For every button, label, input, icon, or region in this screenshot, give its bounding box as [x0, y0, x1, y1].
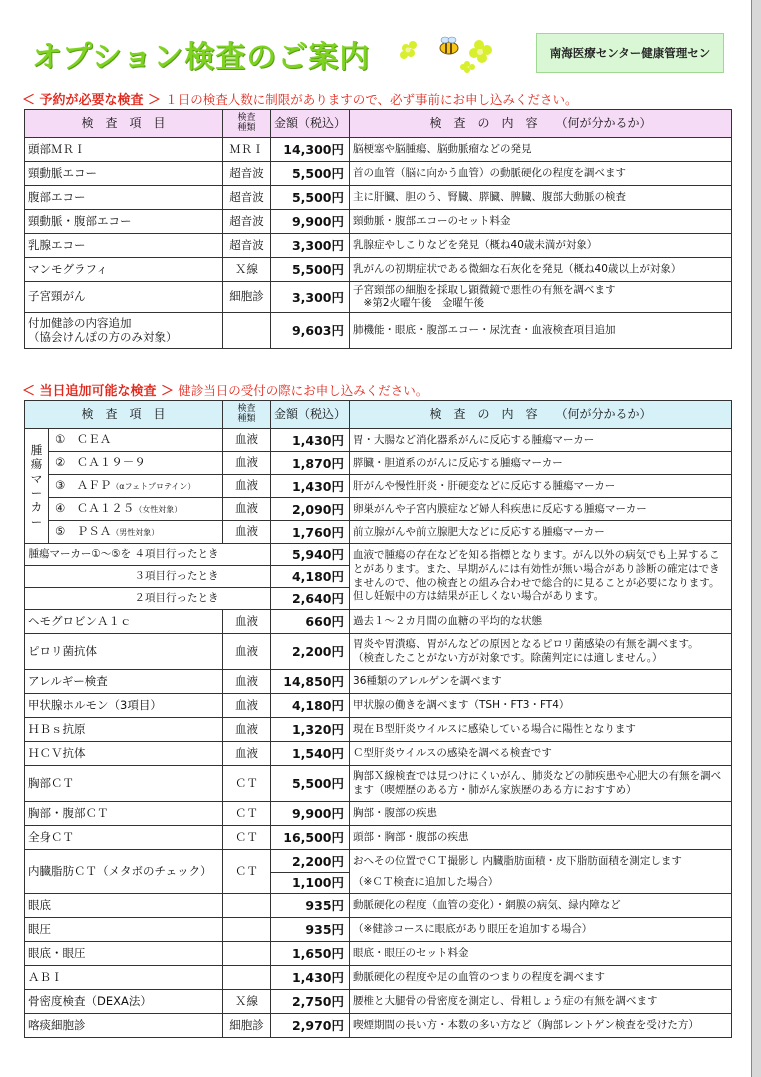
item-label: ④ ＣＡ１２５ — [55, 501, 135, 516]
test-type: 細胞診 — [223, 1014, 271, 1038]
description: 動脈硬化の程度（血管の変化）・網膜の病気、緑内障など — [350, 894, 732, 918]
item-name: アレルギー検査 — [25, 670, 223, 694]
combo-label: 腫瘍マーカー①～⑤を ４項目行ったとき — [25, 544, 223, 566]
description: 喫煙期間の長い方・本数の多い方など（胸部レントゲン検査を受けた方） — [350, 1014, 732, 1038]
flower-bee-decoration — [397, 34, 492, 74]
description: 36種類のアレルゲンを調べます — [350, 670, 732, 694]
table-row — [25, 258, 732, 282]
table-row — [25, 634, 732, 670]
item-name — [49, 498, 223, 521]
test-type — [223, 313, 271, 349]
test-type — [223, 966, 271, 990]
test-type: 血液 — [223, 742, 271, 766]
test-type: 超音波 — [223, 186, 271, 210]
test-type: Ｘ線 — [223, 990, 271, 1014]
price: 2,090円 — [271, 498, 350, 521]
table-row — [25, 234, 732, 258]
table-row — [25, 210, 732, 234]
price: 9,900円 — [271, 802, 350, 826]
description: 膵臓・胆道系のがんに反応する腫瘍マーカー — [350, 452, 732, 475]
item-name: 内臓脂肪ＣＴ（メタボのチェック） — [25, 850, 223, 894]
item-name — [49, 452, 223, 475]
empty-cell — [223, 566, 271, 588]
price: 1,430円 — [271, 429, 350, 452]
price: 2,640円 — [271, 588, 350, 610]
table-row — [25, 766, 732, 802]
item-name: 頸動脈・腹部エコー — [25, 210, 223, 234]
tumor-marker-row — [25, 498, 732, 521]
description: 乳がんの初期症状である微細な石灰化を発見（概ね40歳以上が対象） — [350, 258, 732, 282]
test-type — [223, 918, 271, 942]
test-type: ＭＲＩ — [223, 138, 271, 162]
reservation-tests-table — [24, 109, 732, 349]
price: 1,870円 — [271, 452, 350, 475]
table-header — [25, 401, 732, 429]
table-row — [25, 282, 732, 313]
item-label: ⑤ ＰＳＡ — [55, 524, 112, 539]
test-type: ＣＴ — [223, 766, 271, 802]
price: 1,540円 — [271, 742, 350, 766]
description: Ｃ型肝炎ウイルスの感染を調べる検査です — [350, 742, 732, 766]
tumor-marker-row — [25, 429, 732, 452]
item-note: （αフェトプロテイン） — [111, 482, 196, 492]
description: 脳梗塞や脳腫瘍、脳動脈瘤などの発見 — [350, 138, 732, 162]
item-name: 骨密度検査（DEXA法） — [25, 990, 223, 1014]
table-row — [25, 162, 732, 186]
table-row — [25, 918, 732, 942]
price: 1,320円 — [271, 718, 350, 742]
description: （※ＣＴ検査に追加した場合） — [353, 875, 499, 888]
item-name: 頸動脈エコー — [25, 162, 223, 186]
item-name — [49, 521, 223, 544]
description: 過去１～２カ月間の血糖の平均的な状態 — [350, 610, 732, 634]
price: 935円 — [271, 894, 350, 918]
header-desc: 検 査 の 内 容 （何が分かるか） — [350, 110, 732, 138]
item-name: 付加健診の内容追加 （協会けんぽの方のみ対象） — [25, 313, 223, 349]
test-type: 血液 — [223, 610, 271, 634]
price: 1,650円 — [271, 942, 350, 966]
table-row — [25, 1014, 732, 1038]
table-row — [25, 826, 732, 850]
section-note: １日の検査人数に制限がありますので、必ず事前にお申し込みください。 — [165, 92, 578, 107]
flower-icon — [460, 61, 475, 73]
item-note: （男性対象） — [111, 528, 160, 538]
sameday-tests-table — [24, 400, 732, 1038]
test-type: 血液 — [223, 694, 271, 718]
header-type: 検査 種類 — [223, 110, 271, 138]
flower-icon — [469, 40, 492, 63]
page-title: オプション検査のご案内 — [32, 40, 371, 75]
description: 血液で腫瘍の存在などを知る指標となります。がん以外の病気でも上昇することがあります。また、早期がんには有効性が無い場合があり診断の確定はできませんので、他の検査との組み合わせで総合的に見ることが必要になります。但し妊娠中の方は結果が正しくない場合があります。 — [350, 544, 732, 610]
description: 胸部・腹部の疾患 — [350, 802, 732, 826]
item-name: ＨＢｓ抗原 — [25, 718, 223, 742]
center-name-box: 南海医療センター健康管理セン — [536, 33, 724, 73]
item-name: マンモグラフィ — [25, 258, 223, 282]
item-name: ＡＢＩ — [25, 966, 223, 990]
test-type: 血液 — [223, 498, 271, 521]
price: 1,430円 — [271, 475, 350, 498]
description: 胃・大腸など消化器系がんに反応する腫瘍マーカー — [350, 429, 732, 452]
test-type — [223, 894, 271, 918]
table-header — [25, 110, 732, 138]
price: 5,940円 — [271, 544, 350, 566]
price: 5,500円 — [271, 186, 350, 210]
price: 9,900円 — [271, 210, 350, 234]
empty-cell — [223, 544, 271, 566]
description: 甲状腺の働きを調べます（TSH・FT3・FT4） — [350, 694, 732, 718]
item-name: ピロリ菌抗体 — [25, 634, 223, 670]
description: 乳腺症やしこりなどを発見（概ね40歳未満が対象） — [350, 234, 732, 258]
table-row — [25, 138, 732, 162]
item-note: （女性対象） — [134, 505, 183, 515]
price-split — [271, 850, 350, 894]
test-type: 血液 — [223, 670, 271, 694]
price: 5,500円 — [271, 162, 350, 186]
table-row — [25, 990, 732, 1014]
price: 2,200円 — [271, 634, 350, 670]
price: 9,603円 — [271, 313, 350, 349]
description: 頭部・胸部・腹部の疾患 — [350, 826, 732, 850]
test-type: Ｘ線 — [223, 258, 271, 282]
description: 卵巣がんや子宮内膜症など婦人科疾患に反応する腫瘍マーカー — [350, 498, 732, 521]
item-name: 甲状腺ホルモン（3項目） — [25, 694, 223, 718]
description: 胸部Ｘ線検査では見つけにくいがん、肺炎などの肺疾患や心肥大の有無を調べます（喫煙歴のある方・肺がん家族歴のある方におすすめ） — [350, 766, 732, 802]
visceral-fat-row — [25, 850, 732, 894]
page-shadow — [752, 0, 761, 1077]
test-type — [223, 942, 271, 966]
section-note: 健診当日の受付の際にお申し込みください。 — [178, 383, 429, 398]
test-type: 細胞診 — [223, 282, 271, 313]
header-price: 金額（税込） — [271, 110, 350, 138]
description-split — [350, 850, 732, 894]
description: 動脈硬化の程度や足の血管のつまりの程度を調べます — [350, 966, 732, 990]
empty-cell — [223, 588, 271, 610]
test-type: 血液 — [223, 429, 271, 452]
section-label: ＜ 予約が必要な検査 ＞ — [22, 93, 162, 108]
test-type: 超音波 — [223, 162, 271, 186]
test-type: 血液 — [223, 452, 271, 475]
description: 主に肝臓、胆のう、腎臓、膵臓、脾臓、腹部大動脈の検査 — [350, 186, 732, 210]
table-row — [25, 670, 732, 694]
test-type: ＣＴ — [223, 850, 271, 894]
combo-label: ３項目行ったとき — [25, 566, 223, 588]
table-row — [25, 186, 732, 210]
test-type: 超音波 — [223, 210, 271, 234]
description: 眼底・眼圧のセット料金 — [350, 942, 732, 966]
price: 1,100円 — [271, 872, 349, 893]
item-name — [49, 429, 223, 452]
item-name: 子宮頸がん — [25, 282, 223, 313]
test-type: ＣＴ — [223, 826, 271, 850]
item-name: 眼底 — [25, 894, 223, 918]
section-label: ＜ 当日追加可能な検査 ＞ — [22, 384, 175, 399]
table-row — [25, 694, 732, 718]
header-type: 検査 種類 — [223, 401, 271, 429]
header-item: 検 査 項 目 — [25, 401, 223, 429]
item-name — [49, 475, 223, 498]
price: 5,500円 — [271, 766, 350, 802]
description: おへその位置でＣＴ撮影し 内臓脂肪面積・皮下脂肪面積を測定します — [353, 854, 682, 867]
price: 4,180円 — [271, 566, 350, 588]
description: 腰椎と大腿骨の骨密度を測定し、骨粗しょう症の有無を調べます — [350, 990, 732, 1014]
table-row — [25, 942, 732, 966]
description: 肝がんや慢性肝炎・肝硬変などに反応する腫瘍マーカー — [350, 475, 732, 498]
table-row — [25, 894, 732, 918]
price: 3,300円 — [271, 282, 350, 313]
section-heading-sameday — [22, 380, 428, 399]
item-label: ③ ＡＦＰ — [55, 478, 112, 493]
combo-row — [25, 544, 732, 566]
item-name: 腹部エコー — [25, 186, 223, 210]
test-type: 血液 — [223, 634, 271, 670]
tumor-marker-row — [25, 452, 732, 475]
price: 1,760円 — [271, 521, 350, 544]
description: 現在Ｂ型肝炎ウイルスに感染している場合に陽性となります — [350, 718, 732, 742]
price: 2,750円 — [271, 990, 350, 1014]
table-row — [25, 802, 732, 826]
price: 4,180円 — [271, 694, 350, 718]
header-price: 金額（税込） — [271, 401, 350, 429]
description: 胃炎や胃潰瘍、胃がんなどの原因となるピロリ菌感染の有無を調べます。 （検査したことがない方が対象です。除菌判定には適しません。） — [350, 634, 732, 670]
tumor-marker-row — [25, 475, 732, 498]
table-row — [25, 610, 732, 634]
tumor-marker-row — [25, 521, 732, 544]
price: 3,300円 — [271, 234, 350, 258]
description: 頸動脈・腹部エコーのセット料金 — [350, 210, 732, 234]
item-name: 眼圧 — [25, 918, 223, 942]
table-row — [25, 718, 732, 742]
test-type: 血液 — [223, 475, 271, 498]
item-name: 喀痰細胞診 — [25, 1014, 223, 1038]
bee-icon — [440, 37, 458, 54]
description: 前立腺がんや前立腺肥大などに反応する腫瘍マーカー — [350, 521, 732, 544]
description: （※健診コースに眼底があり眼圧を追加する場合） — [350, 918, 732, 942]
item-name: 乳腺エコー — [25, 234, 223, 258]
header-item: 検 査 項 目 — [25, 110, 223, 138]
test-type: 血液 — [223, 521, 271, 544]
test-type: ＣＴ — [223, 802, 271, 826]
combo-label: ２項目行ったとき — [25, 588, 223, 610]
item-name: 全身ＣＴ — [25, 826, 223, 850]
description: 首の血管（脳に向かう血管）の動脈硬化の程度を調べます — [350, 162, 732, 186]
item-name: 胸部ＣＴ — [25, 766, 223, 802]
price: 14,850円 — [271, 670, 350, 694]
header-desc: 検 査 の 内 容 （何が分かるか） — [350, 401, 732, 429]
test-type: 血液 — [223, 718, 271, 742]
price: 5,500円 — [271, 258, 350, 282]
item-name: 頭部ＭＲＩ — [25, 138, 223, 162]
item-label: ② ＣＡ１９－９ — [55, 455, 146, 470]
table-row — [25, 966, 732, 990]
price: 660円 — [271, 610, 350, 634]
price: 1,430円 — [271, 966, 350, 990]
tumor-marker-label: 腫 瘍 マ ー カ ー — [25, 429, 49, 544]
price: 935円 — [271, 918, 350, 942]
item-name: ＨＣＶ抗体 — [25, 742, 223, 766]
section-heading-reservation — [22, 89, 577, 108]
test-type: 超音波 — [223, 234, 271, 258]
item-name: 眼底・眼圧 — [25, 942, 223, 966]
table-row — [25, 742, 732, 766]
description: 子宮頸部の細胞を採取し顕微鏡で悪性の有無を調べます ※第2火曜午後 金曜午後 — [350, 282, 732, 313]
item-label: ① ＣＥＡ — [55, 432, 112, 447]
price: 2,970円 — [271, 1014, 350, 1038]
flower-icon — [400, 41, 417, 59]
item-name: 胸部・腹部ＣＴ — [25, 802, 223, 826]
table-row — [25, 313, 732, 349]
price: 2,200円 — [291, 853, 345, 869]
item-name: ヘモグロビンＡ１ｃ — [25, 610, 223, 634]
price: 14,300円 — [271, 138, 350, 162]
price: 16,500円 — [271, 826, 350, 850]
description: 肺機能・眼底・腹部エコー・尿沈査・血液検査項目追加 — [350, 313, 732, 349]
